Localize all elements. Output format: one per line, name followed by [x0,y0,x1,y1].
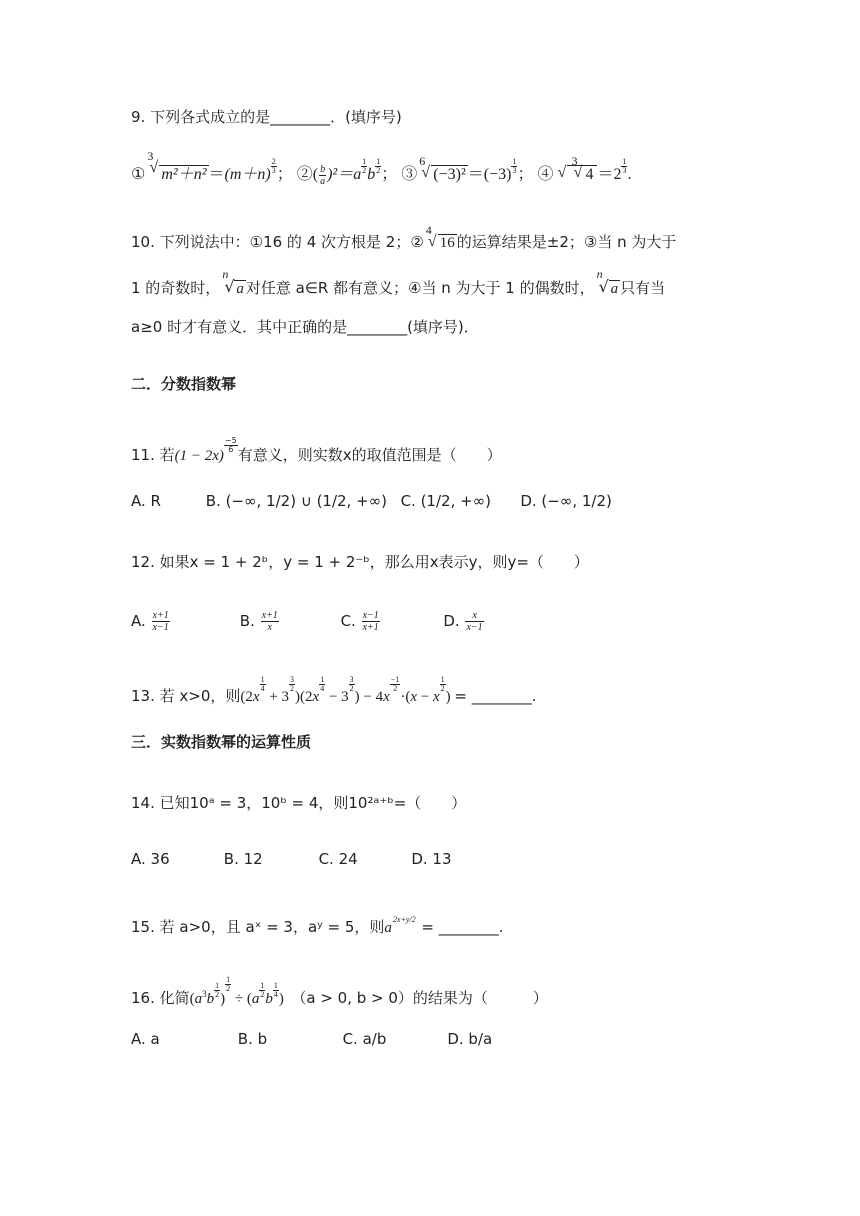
q14-option-a[interactable]: A. 36 [131,850,170,868]
q14-option-c[interactable]: C. 24 [318,850,358,868]
q14-option-b[interactable]: B. 12 [223,850,263,868]
q11-option-a[interactable]: A. R [131,492,161,510]
q10-line-3: a≥0 时才有意义．其中正确的是________(填序号)． [131,318,479,336]
q16-stem: 16. 化简($a^3b$ $\frac{1}{2}$ ) $\frac{1}{2}$ ÷ (a $\frac{1}{2}$ b $\frac{1}{4}$ ) （a > 0, b > 0）的结果为（ ） [131,975,548,1007]
q9-item-3: ③ 6 √ (−3)² ＝(−3) $\frac{1}{3}$ ； [401,154,538,183]
q9-formulas [131,149,632,187]
q12-option-c[interactable]: C. $\frac{x-1}{x+1}$ [340,610,379,633]
q12-options [131,610,485,633]
q16-option-b[interactable]: B. b [237,1030,268,1048]
q11-option-d[interactable]: D. (−∞, 1/2) [520,492,612,510]
q9-stem [131,106,402,127]
q13-expression: (2x $\frac{1}{4}$ + 3 $\frac{3}{2}$ )(2x $\frac{1}{4}$ − 3 $\frac{3}{2}$ ) − 4x $\frac{-1}{2}$ ·(x − x $\frac{1}{2}$ ) [240,675,455,705]
fourth-root-symbol: 4 √ 16 [425,223,455,251]
q16-options [131,1030,492,1048]
q14-options [131,850,452,868]
q11-option-b[interactable]: B. (−∞, 1/2) ∪ (1/2, +∞) [205,492,388,510]
q9-item-2: ②( $\frac{b}{a}$ )²＝a $\frac{1}{2}$ b $\frac{1}{2}$ ； [296,157,402,187]
q14-stem: 14. 已知10ᵃ = 3，10ᵇ = 4，则10²ᵃ⁺ᵇ=（ ） [131,794,467,812]
q12-option-b[interactable]: B. $\frac{x+1}{x}$ [239,610,278,633]
q16-option-a[interactable]: A. a [131,1030,160,1048]
nth-root-symbol-2: n √ a [596,267,619,297]
q11-option-c[interactable]: C. (1/2, +∞) [400,492,492,510]
nth-root-symbol: n √ a [222,267,244,297]
q12-option-a[interactable]: A. $\frac{x+1}{x-1}$ [131,610,169,633]
q9-item-4: ④ √ 3 √ 4 ＝2 $\frac{1}{3}$ . [537,154,632,183]
q13-stem: 13. 若 x>0，则(2x $\frac{1}{4}$ + 3 $\frac{3}{2}$ )(2x $\frac{1}{4}$ − 3 $\frac{3}{2}$ ) − 4x $\frac{-1}{2}$ ·(x − x $\frac{1}{2}$ ) = ________. [131,675,537,705]
cube-root-symbol: 3 √ m²＋n² [147,149,207,183]
q14-option-d[interactable]: D. 13 [411,850,452,868]
section-heading-3: 三．实数指数幂的运算性质 [131,733,312,751]
q11-options [131,492,612,510]
q11-stem: 11. 若(1 − 2x) $\frac{-5}{6}$ 有意义，则实数x的取值范围是（ ） [131,436,502,464]
q9-item-1: ① 3 √ m²＋n² ＝(m＋n) $\frac{2}{3}$ ； [131,149,297,183]
q12-option-d[interactable]: D. $\frac{x}{x-1}$ [443,610,483,633]
nested-root-symbol: √ 3 √ 4 [557,166,597,184]
q15-stem: 15. 若 a>0，且 aˣ = 3，aʸ = 5，则a 2x+y/2 = ________. [131,915,504,936]
section-heading-2: 二．分数指数幂 [131,375,237,393]
q12-stem: 12. 如果x = 1 + 2ᵇ，y = 1 + 2⁻ᵇ，那么用x表示y，则y=（ ） [131,553,589,571]
sixth-root-symbol: 6 √ (−3)² [419,154,466,183]
q16-option-d[interactable]: D. b/a [447,1030,493,1048]
q15-expression: a 2x+y/2 [384,915,416,936]
q10-line-1: 10. 下列说法中：①16 的 4 次方根是 2；② 4 √ 16 的运算结果是±2；③当 n 为大于 [131,223,677,251]
q10-line-2: 1 的奇数时， n √ a 对任意 a∈R 都有意义；④当 n 为大于 1 的偶数时， n √ a 只有当 [131,267,666,297]
q9-stem-text: 9. 下列各式成立的是________．(填序号) [131,108,402,126]
q16-option-c[interactable]: C. a/b [342,1030,387,1048]
q16-expression: ($a^3b$ $\frac{1}{2}$ ) $\frac{1}{2}$ ÷ (a $\frac{1}{2}$ b $\frac{1}{4}$ ) [189,975,284,1007]
